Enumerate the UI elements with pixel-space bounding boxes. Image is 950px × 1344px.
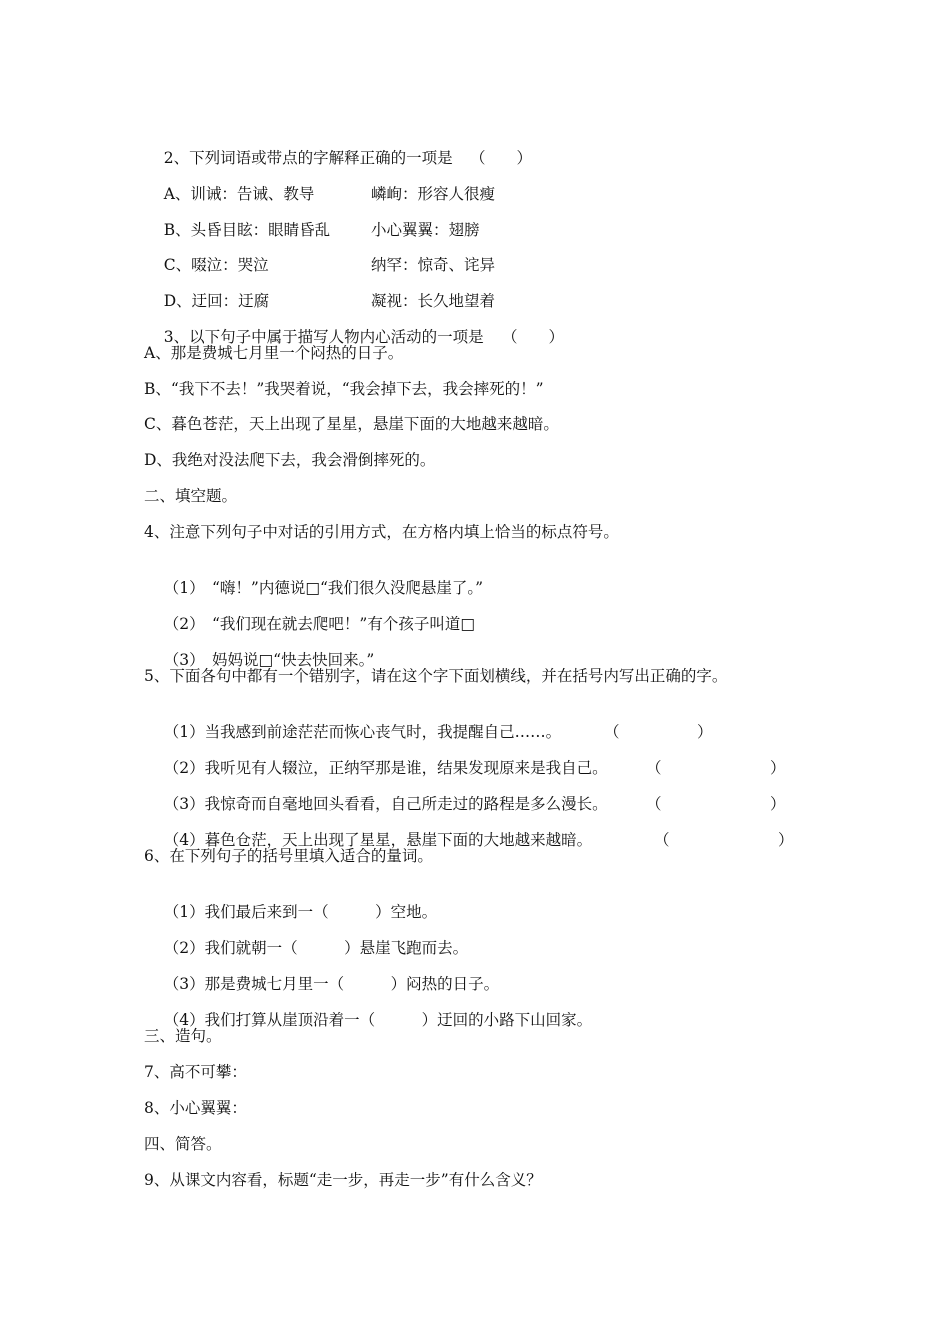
q2-option-a-right: 嶙峋：形容人很瘦 <box>371 185 496 203</box>
q6-item-2-after: 悬崖飞跑而去。 <box>359 939 469 957</box>
q2-option-b-right: 小心翼翼：翅膀 <box>371 221 480 239</box>
q2-option-c-left: C、啜泣：哭泣 <box>163 256 269 274</box>
q2-answer-bracket: （ ） <box>470 149 533 167</box>
q5-item-4-text: （4）暮色仓茫，天上出现了星星，悬崖下面的大地越来越暗。 <box>163 831 593 849</box>
q3-answer-bracket: （ ） <box>502 328 565 346</box>
q4-item-2-text: “我们现在就去爬吧！”有个孩子叫道□ <box>212 615 475 633</box>
section-3-heading: 三、造句。 <box>144 1027 222 1045</box>
q5-item-1-text: （1）当我感到前途茫茫而恢心丧气时，我提醒自己……。 <box>163 723 562 741</box>
q3-stem: 3、以下句子中属于描写人物内心活动的一项是 <box>163 328 484 346</box>
q2-option-a-left: A、训诫：告诫、教导 <box>163 185 315 203</box>
q5-item-2-bracket: （ ） <box>646 759 786 777</box>
q5-stem: 5、下面各句中都有一个错别字，请在这个字下面划横线，并在括号内写出正确的字。 <box>144 667 728 685</box>
q6-stem: 6、在下列句子的括号里填入适合的量词。 <box>144 847 433 865</box>
q2-stem: 2、下列词语或带点的字解释正确的一项是 <box>163 149 453 167</box>
q4-item-1-text: “嗨！”内德说□“我们很久没爬悬崖了。” <box>212 579 484 597</box>
q8: 8、小心翼翼： <box>144 1099 247 1117</box>
q5-item-1-bracket: （ ） <box>604 723 713 741</box>
q7: 7、高不可攀： <box>144 1063 247 1081</box>
q6-item-3-before: （3）那是费城七月里一 <box>163 975 329 993</box>
q6-item-4-after: 迂回的小路下山回家。 <box>437 1011 593 1029</box>
q5-item-3-text: （3）我惊奇而自毫地回头看看，自己所走过的路程是多么漫长。 <box>163 795 608 813</box>
q2-option-d-left: D、迂回：迂腐 <box>163 292 270 310</box>
q6-item-1-bracket: （ ） <box>313 903 391 921</box>
q6-item-2-before: （2）我们就朝一 <box>163 939 283 957</box>
section-4-heading: 四、简答。 <box>144 1135 222 1153</box>
q4-stem: 4、注意下列句子中对话的引用方式，在方格内填上恰当的标点符号。 <box>144 523 619 541</box>
q2-option-b-left: B、头昏目眩：眼睛昏乱 <box>163 221 331 239</box>
q4-item-2-num: （2） <box>163 615 205 633</box>
q6-item-4-bracket: （ ） <box>359 1011 438 1029</box>
section-2-heading: 二、填空题。 <box>144 487 238 505</box>
q5-item-2-text: （2）我听见有人辍泣，正纳罕那是谁，结果发现原来是我自己。 <box>163 759 608 777</box>
q4-item-3-num: （3） <box>163 651 205 669</box>
q3-option-b: B、“我下不去！”我哭着说，“我会掉下去，我会摔死的！” <box>144 380 544 398</box>
q3-option-a: A、那是费城七月里一个闷热的日子。 <box>144 344 404 362</box>
q5-item-3-bracket: （ ） <box>646 795 786 813</box>
q2-option-d-right: 凝视：长久地望着 <box>371 292 496 310</box>
q6-item-2-bracket: （ ） <box>282 939 360 957</box>
q6-item-3-after: 闷热的日子。 <box>406 975 500 993</box>
q3-option-d: D、我绝对没法爬下去，我会滑倒摔死的。 <box>144 451 436 469</box>
q4-item-3-text: 妈妈说□“快去快回来。” <box>212 651 375 669</box>
q6-item-4-before: （4）我们打算从崖顶沿着一 <box>163 1011 360 1029</box>
q3-option-c: C、暮色苍茫，天上出现了星星，悬崖下面的大地越来越暗。 <box>144 415 559 433</box>
q5-item-4-bracket: （ ） <box>654 831 794 849</box>
q9: 9、从课文内容看，标题“走一步，再走一步”有什么含义？ <box>144 1171 542 1189</box>
q6-item-1-before: （1）我们最后来到一 <box>163 903 314 921</box>
q2-option-c-right: 纳罕：惊奇、诧异 <box>371 256 496 274</box>
q6-item-1-after: 空地。 <box>390 903 438 921</box>
q6-item-3-bracket: （ ） <box>328 975 407 993</box>
q4-item-1-num: （1） <box>163 579 205 597</box>
